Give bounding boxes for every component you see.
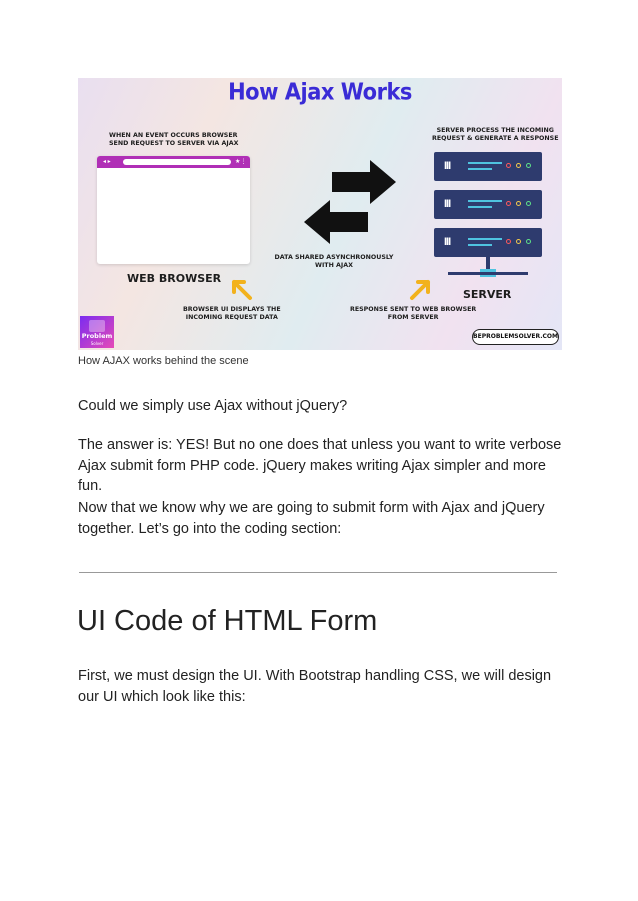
browser-update-caption: BROWSER UI DISPLAYS THE INCOMING REQUEST DATA [183,306,281,321]
up-left-arrow-icon [228,276,254,302]
horizontal-divider [79,572,557,573]
server-rack-unit: III [434,152,542,181]
star-icon: ★⋮ [235,159,247,165]
client-caption: WHEN AN EVENT OCCURS BROWSER SEND REQUEST TO SERVER VIA AJAX [109,132,239,147]
server-rack-unit: III [434,228,542,257]
diagram-title: How Ajax Works [228,78,412,106]
address-bar [123,159,231,165]
section-heading: UI Code of HTML Form [77,605,378,637]
website-badge: BEPROBLEMSOLVER.COM [472,329,559,345]
figure-caption: How AJAX works behind the scene [78,355,249,367]
response-caption: RESPONSE SENT TO WEB BROWSER FROM SERVER [350,306,477,321]
server-label: SERVER [463,288,512,301]
how-ajax-works-diagram [78,78,562,350]
paragraph: Now that we know why we are going to submit form with Ajax and jQuery together. Let’s go into the coding section: [78,500,545,537]
exchange-arrows-icon [296,160,400,244]
browser-toolbar [97,156,250,168]
paragraph: Could we simply use Ajax without jQuery? [78,398,348,414]
problem-solver-logo: Problem Solver [80,316,114,348]
paragraph: The answer is: YES! But no one does that unless you want to write verbose Ajax submit form PHP code. jQuery makes writing Ajax simpler and more fun. [78,437,562,494]
web-browser-label: WEB BROWSER [127,272,222,285]
network-connector-icon [448,257,528,281]
section-paragraph: First, we must design the UI. With Bootstrap handling CSS, we will design our UI which look like this: [78,668,552,705]
browser-window-illustration [97,156,250,264]
server-caption: SERVER PROCESS THE INCOMING REQUEST & GENERATE A RESPONSE [432,127,559,142]
middle-caption: DATA SHARED ASYNCHRONOUSLY WITH AJAX [274,254,394,269]
nav-arrows-icon: ◂ ▸ [103,159,111,165]
server-rack-unit: III [434,190,542,219]
up-right-arrow-icon [408,276,434,302]
